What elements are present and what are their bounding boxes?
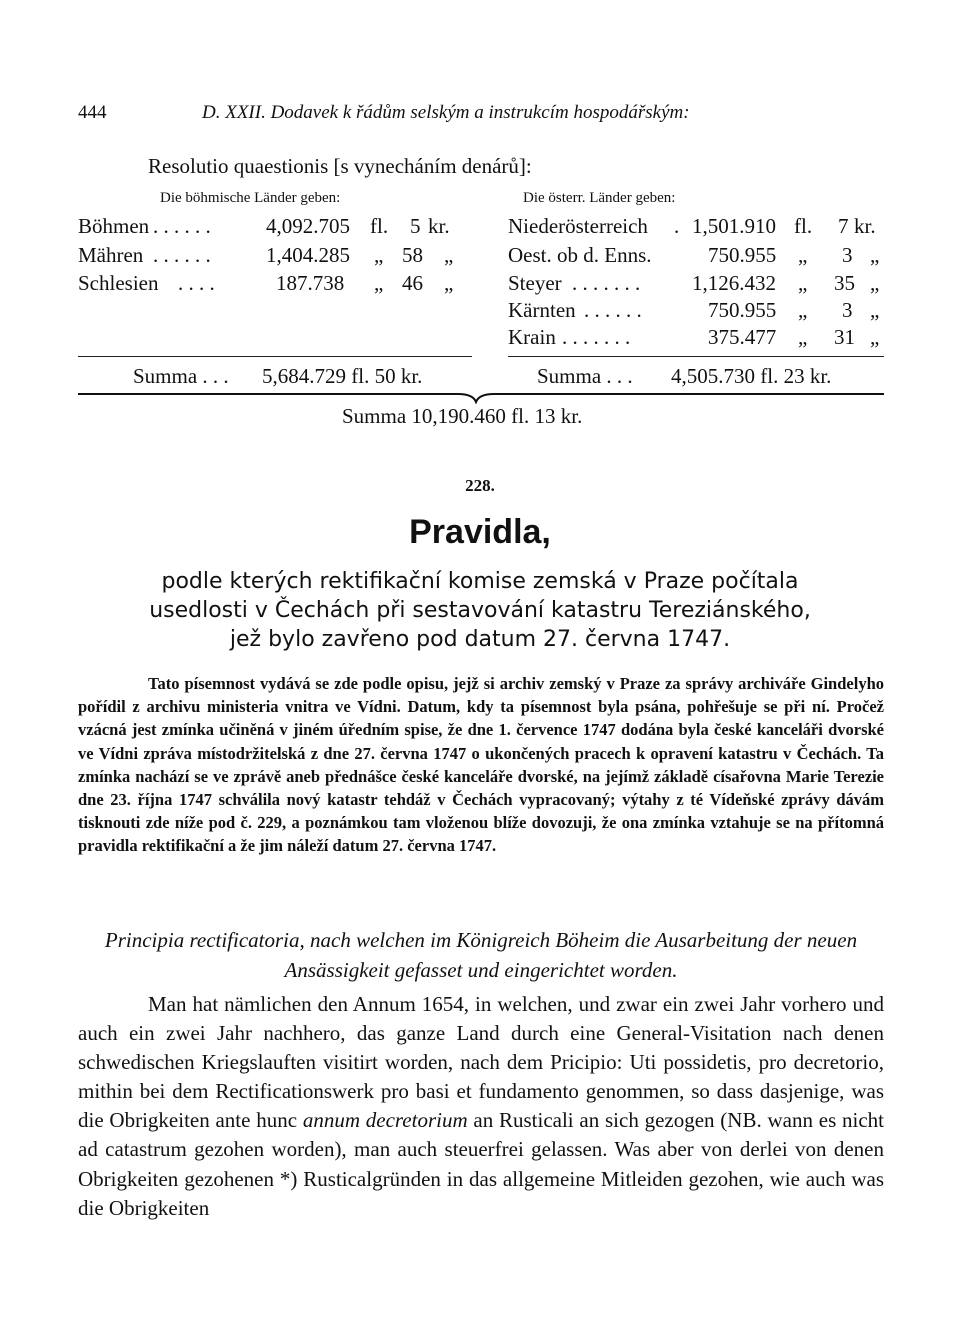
kreuzer-unit: „ — [870, 298, 880, 322]
kreuzer-value: 5 — [410, 214, 421, 238]
florin-unit: „ — [798, 325, 808, 349]
summa-value: 5,684.729 fl. 50 kr. — [262, 364, 423, 388]
kreuzer-unit: kr. — [428, 214, 450, 238]
grand-total-text: Summa 10,190.460 fl. 13 kr. — [342, 404, 583, 428]
editorial-introduction — [78, 672, 884, 858]
running-title: D. XXII. Dodavek k řádům selským a instrukcím hospodářským: — [202, 102, 690, 123]
land-name: Schlesien — [78, 271, 159, 295]
florin-unit: fl. — [794, 214, 813, 238]
florin-unit: fl. — [370, 214, 389, 238]
table-row — [78, 243, 478, 269]
florin-unit: „ — [798, 271, 808, 295]
right-column-heading: Die österr. Länder geben: — [523, 190, 676, 206]
kreuzer-unit: „ — [444, 243, 454, 267]
body-text-part: Man hat nämlichen den Annum 1654, in welchen, und zwar ein zwei Jahr vorhero und auch ein zwei Jahr nachhero, das ganze Land durch eine General-Visitation nach denen schwedischen Kriegslauften visitirt worden, nach dem Pricipio: Uti possidetis, pro decretorio, mithin bei dem Rectificationswerk pro basi et fundamento genommen, so dass dasjenige, was die Obrigkeiten ante hunc — [78, 992, 884, 1133]
subtitle-line: jež bylo zavřeno pod datum 27. června 1747. — [229, 627, 731, 652]
dot-leader: . . . . . . — [584, 298, 642, 322]
kreuzer-value: 7 — [838, 214, 849, 238]
kreuzer-unit: „ — [870, 325, 880, 349]
dot-leader: . . . . . . . — [572, 271, 641, 295]
florin-unit: „ — [374, 243, 384, 267]
land-name: Böhmen — [78, 214, 150, 238]
dot-leader: . . . . . . — [153, 243, 211, 267]
kreuzer-value: 35 — [834, 271, 855, 295]
sum-rule-right — [508, 356, 884, 357]
intro-paragraph: Tato písemnost vydává se zde podle opisu, jejž si archiv zemský v Praze za správy archiváře Gindelyho pořídil z archivu ministeria vnitra ve Vídni. Datum, kdy ta písemnost byla psána, pohřešuje se při ní. Pročež vzácná jest zmínka učiněná v jiném úředním spise, že dne 1. července 1747 dodána byla české kanceláři dvorské ve Vídni zpráva místodržitelská z dne 27. června 1747 o ukončených pracech k opravení katastru v Čechách. Ta zmínka nachází se ve zprávě aneb přednášce české kanceláře dvorské, na jejímž základě císařovna Marie Terezie dne 23. října 1747 schválila nový katastr tehdáž v Čechách vypracovaný; výtahy z té Vídeňské zprávy dávám tisknouti zde níže pod č. 229, a poznámkou tam vloženou blíže dovozuji, že ona zmínka vztahuje se na přítomná pravidla rektifikační a že jim náleží datum 27. června 1747. — [78, 674, 884, 856]
florin-value: 750.955 — [708, 243, 777, 267]
kreuzer-unit: „ — [870, 243, 880, 267]
page-number: 444 — [78, 102, 107, 123]
florin-value: 750.955 — [708, 298, 777, 322]
summa-label: Summa . . . — [537, 364, 633, 388]
german-title: Principia rectificatoria, nach welchen im Königreich Böheim die Ausarbeitung der neuen Ansässigkeit gefasset und eingerichtet worden. — [104, 928, 858, 982]
body-text-part: an Rusticali an sich gezogen (NB. wann es nicht ad catastrum gezohen worden), man auch steuerfrei gelassen. Was aber von derlei von denen Obrigkeiten gezohenen *) Rusticalgründen in das allgemeine Mitleiden gezohen, wie auch was die Obrigkeiten — [78, 1108, 884, 1220]
kreuzer-unit: „ — [870, 271, 880, 295]
table-row — [508, 271, 888, 297]
dot-leader: . — [674, 214, 680, 238]
dot-leader: . . . . . . — [153, 214, 211, 238]
land-name: Krain — [508, 325, 556, 349]
sum-rule-left — [78, 356, 472, 357]
kreuzer-value: 58 — [402, 243, 423, 267]
florin-value: 1,501.910 — [692, 214, 776, 238]
subtitle-line: usedlosti v Čechách při sestavování katastru Tereziánského, — [149, 598, 811, 623]
kreuzer-value: 3 — [842, 243, 853, 267]
florin-unit: „ — [798, 243, 808, 267]
table-row — [508, 243, 888, 269]
kreuzer-unit: kr. — [854, 214, 876, 238]
article-title: Pravidla, — [409, 513, 551, 551]
body-text — [78, 990, 884, 1223]
table-row — [78, 271, 478, 297]
florin-unit: „ — [374, 271, 384, 295]
land-name: Mähren — [78, 243, 144, 267]
florin-value: 375.477 — [708, 325, 777, 349]
summa-value: 4,505.730 fl. 23 kr. — [671, 364, 832, 388]
left-column-heading: Die böhmische Länder geben: — [160, 190, 341, 206]
table-row — [508, 214, 888, 240]
kreuzer-unit: „ — [444, 271, 454, 295]
florin-unit: „ — [798, 298, 808, 322]
land-name: Oest. ob d. Enns. — [508, 243, 652, 267]
table-row — [508, 298, 888, 324]
kreuzer-value: 46 — [402, 271, 423, 295]
body-paragraph — [78, 990, 884, 1223]
florin-value: 1,404.285 — [266, 243, 350, 267]
kreuzer-value: 31 — [834, 325, 855, 349]
florin-value: 187.738 — [276, 271, 345, 295]
subtitle-line: podle kterých rektifikační komise zemská v Praze počítala — [161, 569, 799, 594]
kreuzer-value: 3 — [842, 298, 853, 322]
florin-value: 4,092.705 — [266, 214, 350, 238]
table-row — [508, 325, 888, 351]
running-header — [78, 102, 878, 128]
summa-label: Summa . . . — [133, 364, 229, 388]
brace-line — [78, 390, 886, 404]
resolutio-heading: Resolutio quaestionis [s vynecháním denárů]: — [148, 154, 532, 178]
body-italic: annum decretorium — [302, 1108, 468, 1133]
land-name: Niederösterreich — [508, 214, 648, 238]
land-name: Steyer — [508, 271, 562, 295]
article-number: 228. — [465, 476, 495, 495]
land-name: Kärnten — [508, 298, 576, 322]
dot-leader: . . . . . . . — [562, 325, 631, 349]
table-row — [78, 214, 478, 240]
florin-value: 1,126.432 — [692, 271, 776, 295]
dot-leader: . . . . — [178, 271, 215, 295]
